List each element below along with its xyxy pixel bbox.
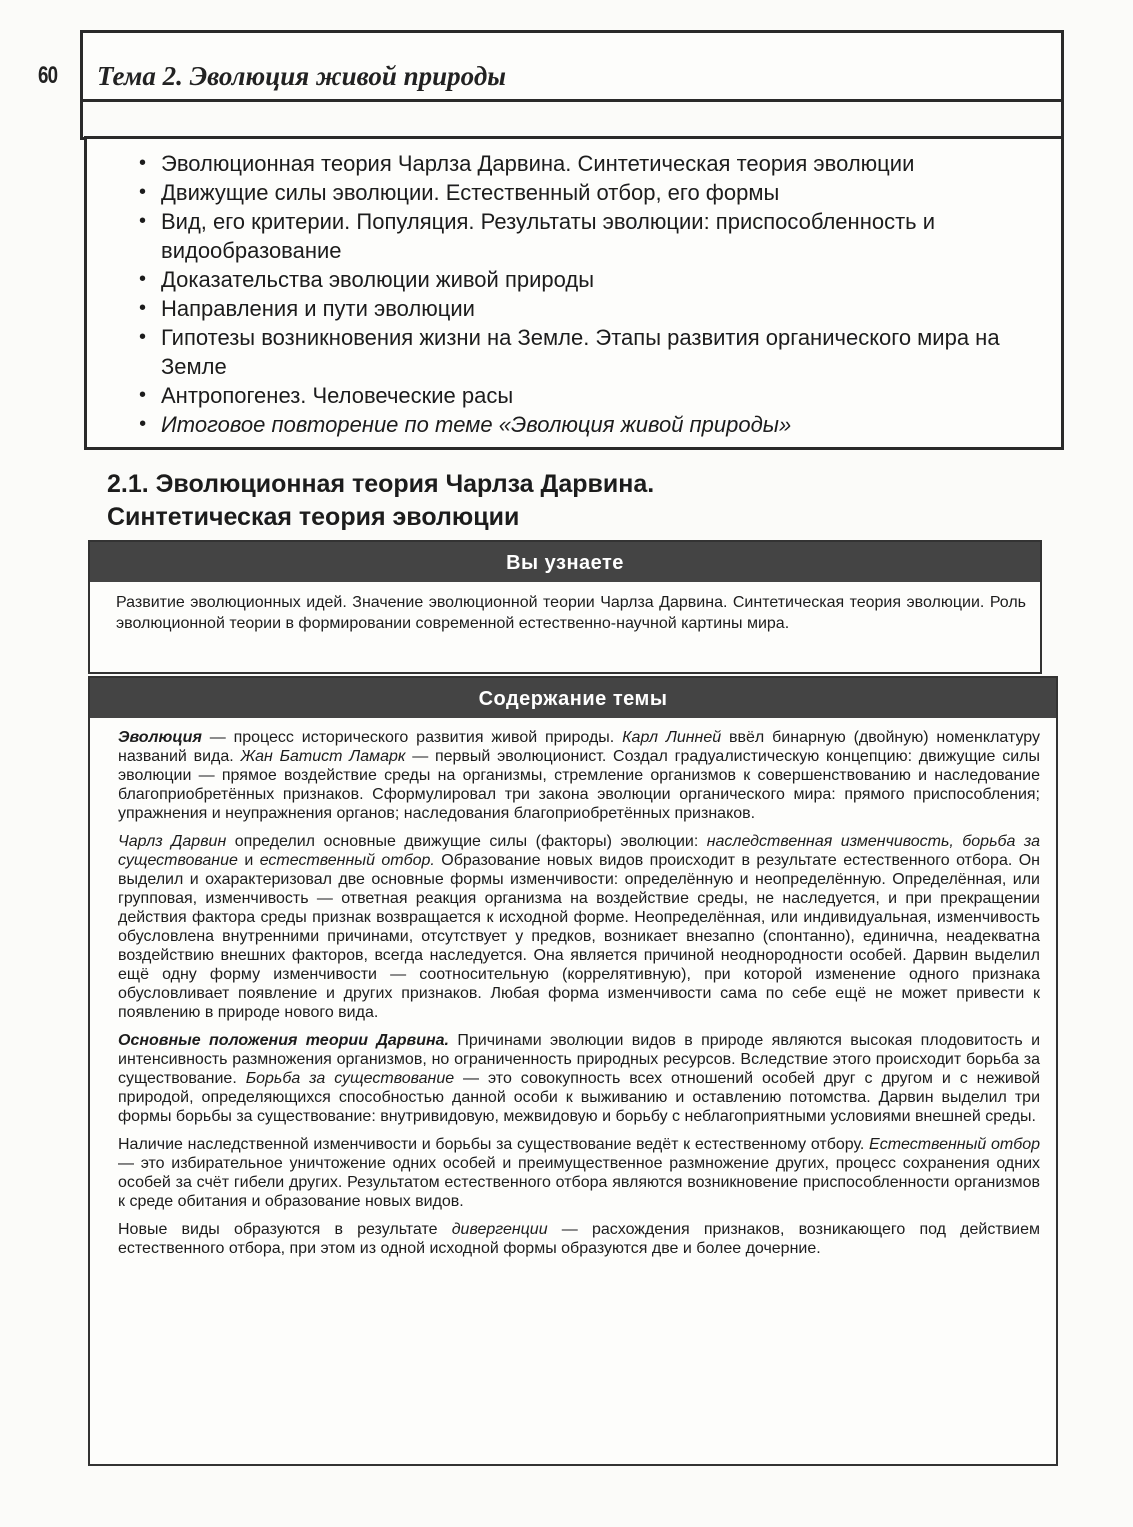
contents-item: • Итоговое повторение по теме «Эволюция живой природы» (137, 410, 1037, 439)
text-run: Новые виды образуются в результате (118, 1221, 452, 1238)
text-run: — это избирательное уничтожение одних особей и преимущественное размножение других, процесс сохранения одних особей за счёт гибели других. Результатом естественного отбора являются возникновение приспособленности организмов к среде обитания и образование новых видов. (118, 1155, 1040, 1210)
paragraph-divergence (118, 1220, 1040, 1258)
person-name: Жан Батист Ламарк (240, 748, 406, 765)
contents-item: • Вид, его критерии. Популяция. Результаты эволюции: приспособленность и видообразование (137, 207, 1037, 265)
text-run: определил основные движущие силы (факторы) эволюции: (226, 833, 707, 850)
paragraph-darwin (118, 832, 1040, 1022)
topic-content-box (88, 676, 1058, 1466)
term: Естественный отбор (869, 1136, 1040, 1153)
text-run: и (237, 852, 260, 869)
text-run: — расхождения признаков, возникающего под действием естественного отбора, при этом из одной исходной формы образуются две и более дочерние. (118, 1221, 1040, 1257)
section-title-line2: Синтетическая теория эволюции (107, 503, 520, 531)
topic-header (80, 30, 1064, 102)
topic-contents-list (137, 149, 1037, 439)
topic-title: Тема 2. Эволюция живой природы (97, 61, 506, 91)
text-run: Образование новых видов происходит в результате естественного отбора. Он выделил и охарактеризовал две основные формы изменчивости: определённую и неопределённую. Определённая, или групповая, изменчивость — ответная реакция организма на воздействие среды, не наследуется, и при прекращении действия фактора среды признак возвращается к исходной форме. Неопределённая, или индивидуальная, изменчивость обусловлена внутренними причинами, отсутствует у предков, возникает внезапно (спонтанно), единична, неадекватна воздействию внешних факторов, всегда наследуется. Она является причиной неоднородности особей. Дарвин выделил ещё одну форму изменчивости — соотносительную (коррелятивную), при которой изменение одного признака обусловливает появление и других признаков. Любая форма изменчивости сама по себе ещё не может привести к появлению в природе нового вида. (118, 852, 1040, 1021)
person-name: Карл Линней (622, 729, 722, 746)
contents-item: • Антропогенез. Человеческие расы (137, 381, 1037, 410)
topic-contents-box (84, 136, 1064, 450)
paragraph-darwin-theory (118, 1031, 1040, 1126)
topic-content-text (90, 718, 1056, 1258)
text-run: — это совокупность всех отношений особей друг с другом и с неживой природой, определяющихся способностью данной особи к выживанию и оставлению потомства. Дарвин выделил три формы борьбы за существование: внутривидовую, межвидовую и борьбу с неблагоприятными условиями внешней среды. (118, 1070, 1041, 1125)
contents-item: • Гипотезы возникновения жизни на Земле. Этапы развития органического мира на Земле (137, 323, 1037, 381)
term: Борьба за существование (245, 1070, 455, 1087)
text-run: Причинами эволюции видов в природе являются высокая плодовитость и интенсивность размножения организмов, но ограниченность природных ресурсов. Вследствие этого происходит борьба за существование. (118, 1032, 1040, 1087)
term: Основные положения теории Дарвина. (118, 1032, 449, 1049)
text-run: ввёл бинарную (двойную) номенклатуру названий вида. (118, 729, 1040, 765)
you-will-learn-box (88, 540, 1042, 674)
text-run: — процесс исторического развития живой природы. (201, 729, 623, 746)
person-name: Чарлз Дарвин (118, 833, 227, 850)
contents-item: • Эволюционная теория Чарлза Дарвина. Синтетическая теория эволюции (137, 149, 1037, 178)
section-title (107, 468, 654, 534)
contents-item: • Движущие силы эволюции. Естественный отбор, его формы (137, 178, 1037, 207)
text-run: Наличие наследственной изменчивости и борьбы за существование ведёт к естественному отбору. (118, 1136, 870, 1153)
you-will-learn-heading: Вы узнаете (90, 542, 1040, 582)
contents-item: • Направления и пути эволюции (137, 294, 1037, 323)
term: Эволюция (118, 729, 202, 746)
you-will-learn-text: Развитие эволюционных идей. Значение эволюционной теории Чарлза Дарвина. Синтетическая теория эволюции. Роль эволюционной теории в формировании современной естественно-научной картины мира. (116, 594, 1026, 632)
header-spacer (80, 99, 1064, 140)
term: естественный отбор. (259, 852, 435, 869)
topic-content-heading: Содержание темы (90, 678, 1056, 718)
paragraph-natural-selection (118, 1135, 1040, 1211)
term: наследственная изменчивость, борьба за существование (118, 833, 1040, 869)
section-title-line1: 2.1. Эволюционная теория Чарлза Дарвина. (107, 470, 655, 498)
term: дивергенции (451, 1221, 548, 1238)
contents-item: • Доказательства эволюции живой природы (137, 265, 1037, 294)
text-run: — первый эволюционист. Создал градуалистическую концепцию: движущие силы эволюции — прямое воздействие среды на организмы, стремление организмов к совершенствованию и наследование благоприобретённых признаков. Сформулировал три закона эволюции органического мира: прямого приспособления; упражнения и неупражнения органов; наследования благоприобретённых признаков. (118, 748, 1040, 822)
page-number: 60 (38, 62, 58, 89)
paragraph-evolution (118, 728, 1040, 823)
